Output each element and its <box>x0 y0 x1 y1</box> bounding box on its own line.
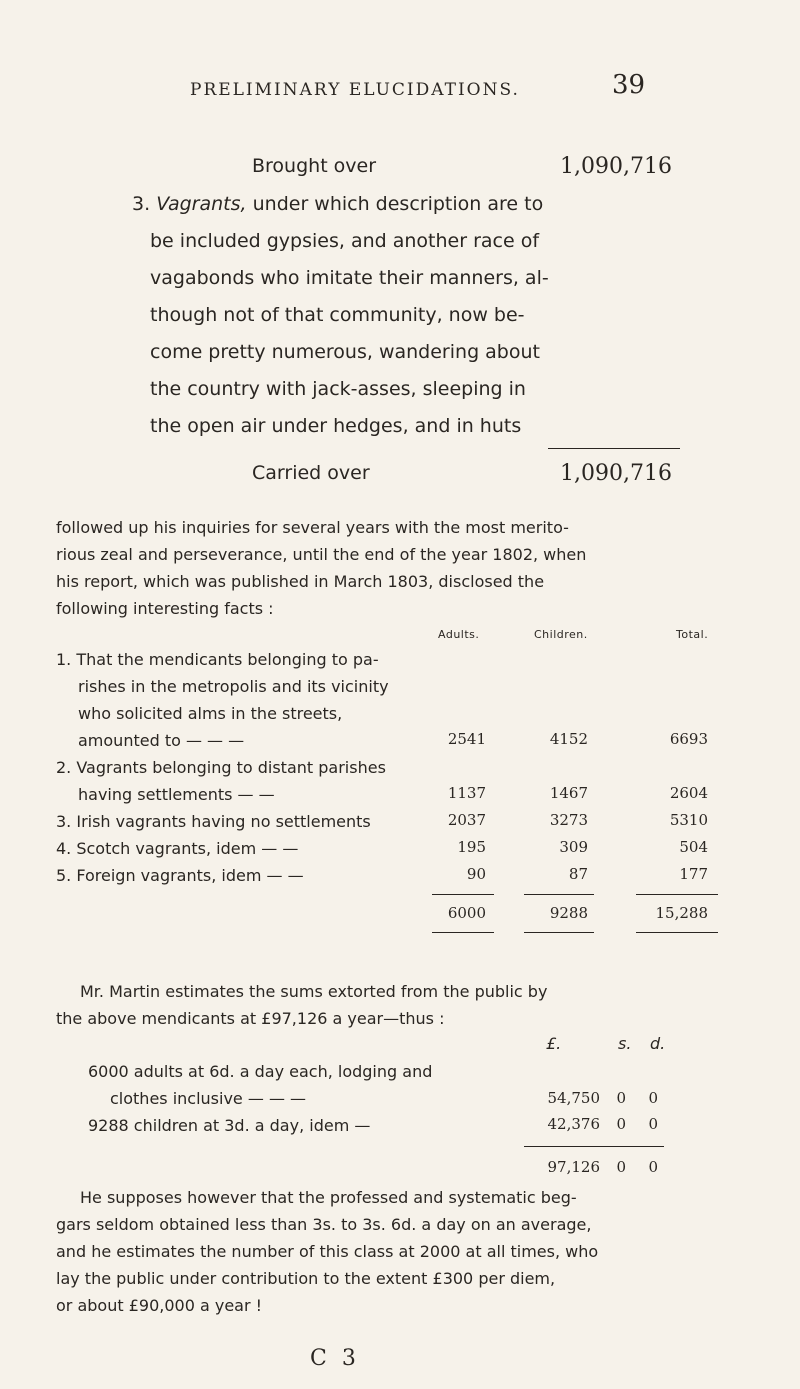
cell-pence: 0 <box>648 1089 658 1107</box>
estimate-row-label <box>88 1058 558 1112</box>
cell-total: 6693 <box>669 730 708 748</box>
table-row-label <box>56 754 496 808</box>
col-header-adults: Adults. <box>438 628 480 641</box>
header-pounds: £. <box>546 1034 562 1053</box>
cell-children: 1467 <box>549 784 588 802</box>
total-underline-adults <box>432 932 494 933</box>
item-line: though not of that community, now be- <box>150 304 525 326</box>
cell-pounds: 54,750 <box>547 1089 600 1107</box>
item-line: be included gypsies, and another race of <box>150 230 540 252</box>
table-row-label <box>56 835 496 862</box>
item-line: the country with jack-asses, sleeping in <box>150 378 526 400</box>
row-label-line: 9288 children at 3d. a day, idem — <box>88 1116 371 1135</box>
header-shillings: s. <box>618 1034 632 1053</box>
paragraph-line: He supposes however that the professed and systematic beg- <box>80 1188 577 1207</box>
carried-over-label: Carried over <box>252 462 370 484</box>
row-label-line: 3. Irish vagrants having no settlements <box>56 812 371 831</box>
cell-pence: 0 <box>648 1115 658 1133</box>
item-title: Vagrants, <box>156 193 247 215</box>
brought-over-value: 1,090,716 <box>560 154 672 179</box>
item-line: come pretty numerous, wandering about <box>150 341 540 363</box>
paragraph-line: lay the public under contribution to the extent £300 per diem, <box>56 1269 556 1288</box>
estimate-total-rule <box>524 1146 664 1147</box>
signature-mark: C 3 <box>310 1346 360 1371</box>
total-underline-children <box>524 932 594 933</box>
header-pence: d. <box>650 1034 666 1053</box>
row-label-line: amounted to — — — <box>78 731 245 750</box>
vagrants-line-0 <box>132 186 672 223</box>
total-total: 15,288 <box>655 904 708 922</box>
cell-total: 2604 <box>669 784 708 802</box>
estimate-row-label <box>88 1112 558 1139</box>
col-header-children: Children. <box>534 628 588 641</box>
table-row-label <box>56 646 496 754</box>
row-label-line: who solicited alms in the streets, <box>78 704 343 723</box>
estimate-total-shillings: 0 <box>616 1158 626 1176</box>
total-adults: 6000 <box>447 904 486 922</box>
cell-adults: 90 <box>466 865 486 883</box>
cell-shillings: 0 <box>616 1089 626 1107</box>
row-label-line: clothes inclusive — — — <box>110 1089 307 1108</box>
item-line: under which description are to <box>252 193 544 215</box>
cell-children: 4152 <box>549 730 588 748</box>
item-number: 3. <box>132 193 151 215</box>
paragraph-line: his report, which was published in March 1803, disclosed the <box>56 572 545 591</box>
total-children: 9288 <box>549 904 588 922</box>
cell-total: 504 <box>679 838 708 856</box>
brought-over-label: Brought over <box>252 155 377 177</box>
carried-over-value: 1,090,716 <box>560 461 672 486</box>
total-underline-total <box>636 932 718 933</box>
cell-adults: 2037 <box>447 811 486 829</box>
cell-adults: 195 <box>457 838 486 856</box>
total-rule-children <box>524 894 594 895</box>
running-head: PRELIMINARY ELUCIDATIONS. <box>190 80 520 100</box>
paragraph-line: Mr. Martin estimates the sums extorted from the public by <box>80 982 548 1001</box>
paragraph-line: or about £90,000 a year ! <box>56 1296 263 1315</box>
cell-children: 3273 <box>549 811 588 829</box>
table-row-label <box>56 808 496 835</box>
paragraph-line: gars seldom obtained less than 3s. to 3s. 6d. a day on an average, <box>56 1215 592 1234</box>
paragraph-line: the above mendicants at £97,126 a year—thus : <box>56 1009 445 1028</box>
table-row-label <box>56 862 496 889</box>
cell-total: 177 <box>679 865 708 883</box>
paragraph-professed-beggars <box>56 1184 748 1319</box>
col-header-total: Total. <box>676 628 709 641</box>
paragraph-intro <box>56 514 748 622</box>
paragraph-line: rious zeal and perseverance, until the end of the year 1802, when <box>56 545 587 564</box>
cell-adults: 2541 <box>447 730 486 748</box>
cell-children: 87 <box>568 865 588 883</box>
cell-adults: 1137 <box>447 784 486 802</box>
estimate-total-pence: 0 <box>648 1158 658 1176</box>
item-line: vagabonds who imitate their manners, al- <box>150 267 549 289</box>
total-rule-adults <box>432 894 494 895</box>
paragraph-line: and he estimates the number of this class at 2000 at all times, who <box>56 1242 599 1261</box>
paragraph-line: followed up his inquiries for several years with the most merito- <box>56 518 569 537</box>
page-number: 39 <box>612 70 646 100</box>
paragraph-estimate <box>56 978 748 1032</box>
row-label-line: 6000 adults at 6d. a day each, lodging and <box>88 1062 433 1081</box>
row-label-line: 4. Scotch vagrants, idem — — <box>56 839 299 858</box>
cell-pounds: 42,376 <box>547 1115 600 1133</box>
row-label-line: rishes in the metropolis and its vicinity <box>78 677 389 696</box>
cell-children: 309 <box>559 838 588 856</box>
row-label-line: 1. That the mendicants belonging to pa- <box>56 650 379 669</box>
total-rule-total <box>636 894 718 895</box>
carry-rule <box>548 448 680 449</box>
paragraph-line: following interesting facts : <box>56 599 274 618</box>
estimate-total-pounds: 97,126 <box>547 1158 600 1176</box>
row-label-line: 5. Foreign vagrants, idem — — <box>56 866 304 885</box>
vagrants-item <box>132 186 672 445</box>
item-line: the open air under hedges, and in huts <box>150 415 522 437</box>
cell-shillings: 0 <box>616 1115 626 1133</box>
row-label-line: 2. Vagrants belonging to distant parishes <box>56 758 386 777</box>
row-label-line: having settlements — — <box>78 785 275 804</box>
cell-total: 5310 <box>669 811 708 829</box>
